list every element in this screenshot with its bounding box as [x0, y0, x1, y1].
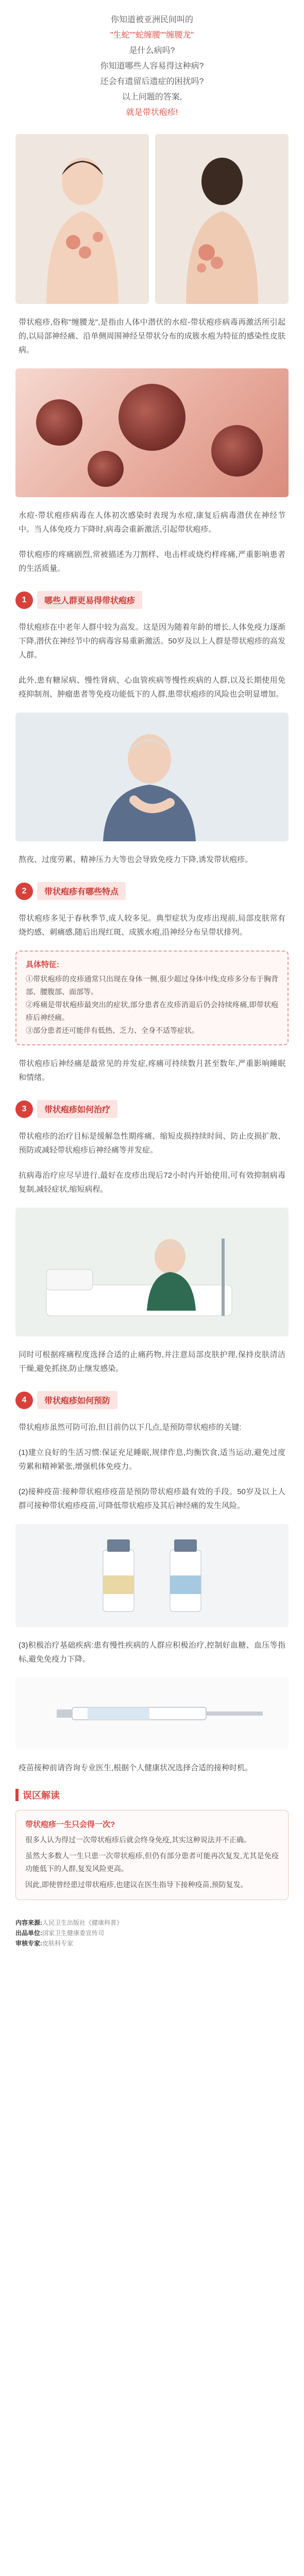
section-number: 3 [15, 1100, 33, 1118]
virus-particle-icon [119, 384, 185, 451]
section-title: 带状疱疹如何预防 [37, 1391, 117, 1409]
virus-illustration [15, 368, 289, 497]
intro-line: 你知道被亚洲民间叫的 [110, 15, 193, 24]
intro-line-highlight: "生蛇""蛇缠腰""缠腰龙" [110, 31, 194, 40]
footer-source-label: 内容来源: [15, 1919, 42, 1926]
section-title: 带状疱疹有哪些特点 [37, 882, 126, 900]
section4-paragraph: (1)建立良好的生活习惯:保证充足睡眠,规律作息,均衡饮食,适当运动,避免过度劳累和精神紧张,增强机体免疫力。 [19, 1448, 285, 1471]
section1-heading [15, 591, 289, 609]
intro [0, 0, 304, 121]
section3-paragraph: 抗病毒治疗应尽早进行,最好在皮疹出现后72小时内开始使用,可有效抑制病毒复制,减轻症状,缩短病程。 [19, 1171, 285, 1194]
myth-banner [15, 1788, 289, 1802]
section4-paragraph: 疫苗接种前请咨询专业医生,根据个人健康状况选择合适的接种时机。 [19, 1764, 253, 1772]
section-title: 带状疱疹如何治疗 [37, 1100, 117, 1118]
section4-paragraph: 带状疱疹虽然可防可治,但目前仍以下几点,是预防带状疱疹的关键: [19, 1423, 242, 1432]
features-item: ③部分患者还可能伴有低热、乏力、全身不适等症状。 [26, 1026, 199, 1035]
footer-producer-label: 出品单位: [15, 1929, 42, 1937]
section3-paragraph: 同时可根据疼痛程度选择合适的止痛药物,并注意局部皮肤护理,保持皮肤清洁干燥,避免抓挠,防止继发感染。 [19, 1350, 285, 1373]
section4-paragraph: (2)接种疫苗:接种带状疱疹疫苗是预防带状疱疹最有效的手段。50岁及以上人群可接种带状疱疹疫苗,可降低带状疱疹及其后神经痛的发生风险。 [19, 1487, 285, 1510]
bedside-illustration [15, 1208, 289, 1336]
patient-back-figure [165, 149, 279, 304]
footer-reviewer-label: 审核专家: [15, 1940, 42, 1947]
footer-producer: 国家卫生健康委宣传司 [42, 1929, 105, 1937]
hero-illustration [15, 134, 289, 304]
intro-line: 你知道哪些人容易得这种病? [100, 62, 204, 71]
elderly-person-figure [15, 713, 289, 841]
features-box [15, 951, 289, 1045]
features-item: ②疼痛是带状疱疹最突出的症状,部分患者在皮疹消退后仍会持续疼痛,即带状疱疹后神经痛。 [26, 1001, 278, 1022]
section1-paragraph: 熬夜、过度劳累、精神压力大等也会导致免疫力下降,诱发带状疱疹。 [19, 855, 253, 864]
section2-paragraph: 带状疱疹多见于春秋季节,成人较多见。典型症状为皮疹出现前,局部皮肤常有烧灼感、刺痛感,随后出现红斑、成簇水疱,沿神经分布呈带状排列。 [19, 914, 285, 937]
myth-paragraph: 很多人认为得过一次带状疱疹后就会终身免疫,其实这种说法并不正确。 [25, 1836, 251, 1844]
features-box-title: 具体特征: [26, 960, 59, 969]
myth-paragraph: 因此,即使曾经患过带状疱疹,也建议在医生指导下接种疫苗,预防复发。 [25, 1880, 248, 1889]
section4-heading [15, 1391, 289, 1409]
section1-paragraph: 此外,患有糖尿病、慢性肾病、心血管疾病等慢性疾病的人群,以及长期使用免疫抑制剂、肿瘤患者等免疫功能低下的人群,患带状疱疹的风险也会明显增加。 [19, 676, 285, 699]
myth-paragraph: 虽然大多数人一生只患一次带状疱疹,但仍有部分患者可能再次复发,尤其是免疫功能低下的人群,复发风险更高。 [25, 1852, 279, 1873]
syringe-illustration [15, 1677, 289, 1750]
section-number: 2 [15, 883, 33, 900]
section-number: 4 [15, 1392, 33, 1409]
virus-particle-icon [211, 425, 263, 477]
intro-line-answer: 就是带状疱疹! [126, 108, 178, 117]
intro-line: 是什么病吗? [129, 46, 175, 55]
intro-line: 还会有遗留后遗症的困扰吗? [100, 77, 204, 86]
section4-paragraph: (3)积极治疗基础疾病:患有慢性疾病的人群应积极治疗,控制好血糖、血压等指标,避免免疫力下降。 [19, 1641, 285, 1664]
myth-banner-bar [15, 1789, 19, 1801]
vaccine-vials-illustration [15, 1524, 289, 1627]
elderly-pain-illustration [15, 713, 289, 841]
virus-particle-icon [36, 399, 82, 446]
patient-back-image [155, 134, 289, 304]
section0-paragraph: 带状疱疹的疼痛剧烈,常被描述为刀割样、电击样或烧灼样疼痛,严重影响患者的生活质量。 [19, 550, 285, 573]
section2-heading [15, 882, 289, 900]
virus-particle-icon [88, 451, 124, 487]
patient-in-bed-figure [15, 1208, 289, 1336]
features-item: ①带状疱疹的皮疹通常只出现在身体一侧,很少超过身体中线;皮疹多分布于胸背部、腰腹部、面部等。 [26, 975, 278, 996]
myth-box [15, 1810, 289, 1900]
syringe-icon [15, 1677, 289, 1750]
patient-front-image [15, 134, 149, 304]
vaccine-vial-icon [15, 1524, 289, 1627]
patient-front-figure [26, 149, 139, 304]
footer-source: 人民卫生出版社《健康科普》 [42, 1919, 123, 1926]
section2-paragraph: 带状疱疹后神经痛是最常见的并发症,疼痛可持续数月甚至数年,严重影响睡眠和情绪。 [19, 1059, 285, 1082]
section3-heading [15, 1100, 289, 1118]
section1-paragraph: 带状疱疹在中老年人群中较为高发。这是因为随着年龄的增长,人体免疫力逐渐下降,潜伏在神经节中的病毒容易重新激活。50岁及以上人群是带状疱疹的高发人群。 [19, 623, 285, 659]
footer-reviewer: 皮肤科专家 [42, 1940, 74, 1947]
myth-banner-label: 误区解读 [23, 1790, 60, 1801]
section3-paragraph: 带状疱疹的治疗目标是缓解急性期疼痛、缩短皮损持续时间、防止皮损扩散、预防或减轻带状疱疹后神经痛等并发症。 [19, 1132, 285, 1155]
section0-paragraph: 带状疱疹,俗称"缠腰龙",是指由人体中潜伏的水痘-带状疱疹病毒再激活所引起的,以局部神经痛、沿单侧周围神经呈带状分布的成簇水疱为特征的感染性皮肤病。 [19, 318, 285, 354]
section-number: 1 [15, 591, 33, 609]
section-title: 哪些人群更易得带状疱疹 [37, 591, 142, 609]
footer-credits [15, 1918, 289, 1948]
intro-line: 以上问题的答案, [122, 93, 182, 101]
section0-paragraph: 水痘-带状疱疹病毒在人体初次感染时表现为水痘,康复后病毒潜伏在神经节中。当人体免疫力下降时,病毒会重新激活,引起带状疱疹。 [19, 511, 285, 534]
myth-title: 带状疱疹一生只会得一次? [25, 1820, 115, 1829]
